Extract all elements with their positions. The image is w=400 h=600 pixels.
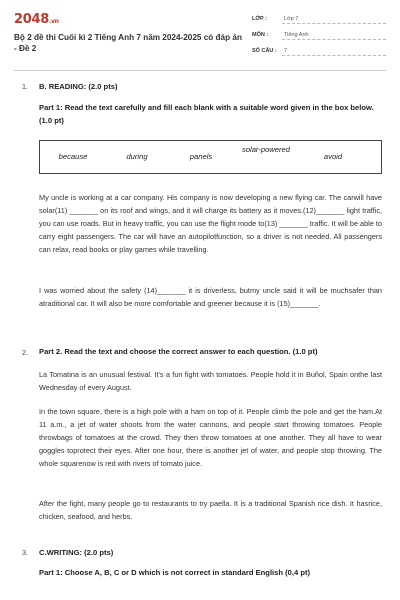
meta-value: Tiếng Anh <box>282 30 386 40</box>
page-header <box>0 0 400 70</box>
word-option: because <box>58 152 88 161</box>
question-number: 1. <box>22 82 28 91</box>
word-option: solar-powered <box>242 145 290 154</box>
meta-label: SỐ CÂU : <box>252 48 277 54</box>
meta-question-count <box>252 46 387 58</box>
word-option: avoid <box>323 152 343 161</box>
word-option: during <box>126 152 148 161</box>
passage-paragraph: My uncle is working at a car company. His company is now developing a new flying car. The carwill have solar(11) _______ on its roof and wings, and it will charge its battery as it moves.(12)_______ light traffic, you can use roads. But in heavy traffic, you can use the flight mode to(13) _______ traffic. It will be able to carry eight passengers. The car will have an autopilotfunction, so a driver is not needed. All passengers can relax, read books or play games while travelling. <box>39 193 382 254</box>
meta-value: 7 <box>282 46 386 56</box>
passage-paragraph: I was worried about the safety (14)_______ it is driverless, butmy uncle said it will be muchsafer than atraditional car. It will also be more comfortable and greener because it is (15)_______. <box>39 286 382 308</box>
passage-paragraph: After the fight, many people go to restaurants to try paella. It is a traditional Spanish rice dish. It hasrice, chicken, seafood, and herbs. <box>39 499 382 521</box>
header-divider <box>14 70 386 71</box>
passage-paragraph: In the town square, there is a high pole with a ham on top of it. People climb the pole and get the ham.At 11 a.m., a jet of water shoots from the water cannons, and people start throwing tomatoes. People throwbags of tomatoes at the crowd. They then throw tomatoes at one another. They all have to wear goggles toprotect their eyes. After one hour, there is another jet of water, and people stop throwing. The whole squarenow is red with rivers of tomato juice. <box>39 407 382 468</box>
meta-value: Lớp 7 <box>282 14 386 24</box>
part-title: Part 2. Read the text and choose the correct answer to each question. (1.0 pt) <box>39 347 318 356</box>
meta-label: MÔN : <box>252 32 269 38</box>
site-logo[interactable] <box>14 12 59 27</box>
part-title: Part 1: Read the text carefully and fill each blank with a suitable word given in the box below. (1.0 pt) <box>39 103 374 125</box>
meta-subject <box>252 30 387 42</box>
meta-label: LỚP : <box>252 16 267 22</box>
question-number: 3. <box>22 548 28 557</box>
logo-number: 2048 <box>14 12 49 27</box>
passage-paragraph: La Tomatina is an unusual festival. It's a fun fight with tomatoes. People hold it in Buñol, Spain onthe last Wednesday of every August. <box>39 370 382 392</box>
section-title: B. READING: (2.0 pts) <box>39 82 118 91</box>
part-title: Part 1: Choose A, B, C or D which is not correct in standard English (0,4 pt) <box>39 568 311 577</box>
word-box <box>39 140 382 174</box>
logo-suffix: .vn <box>48 18 59 25</box>
document-title: Bộ 2 đề thi Cuối kì 2 Tiếng Anh 7 năm 2024-2025 có đáp án - Đề 2 <box>14 33 242 53</box>
section-title: C.WRITING: (2.0 pts) <box>39 548 114 557</box>
meta-class <box>252 14 387 26</box>
word-option: panels <box>189 152 213 161</box>
question-number: 2. <box>22 348 28 357</box>
